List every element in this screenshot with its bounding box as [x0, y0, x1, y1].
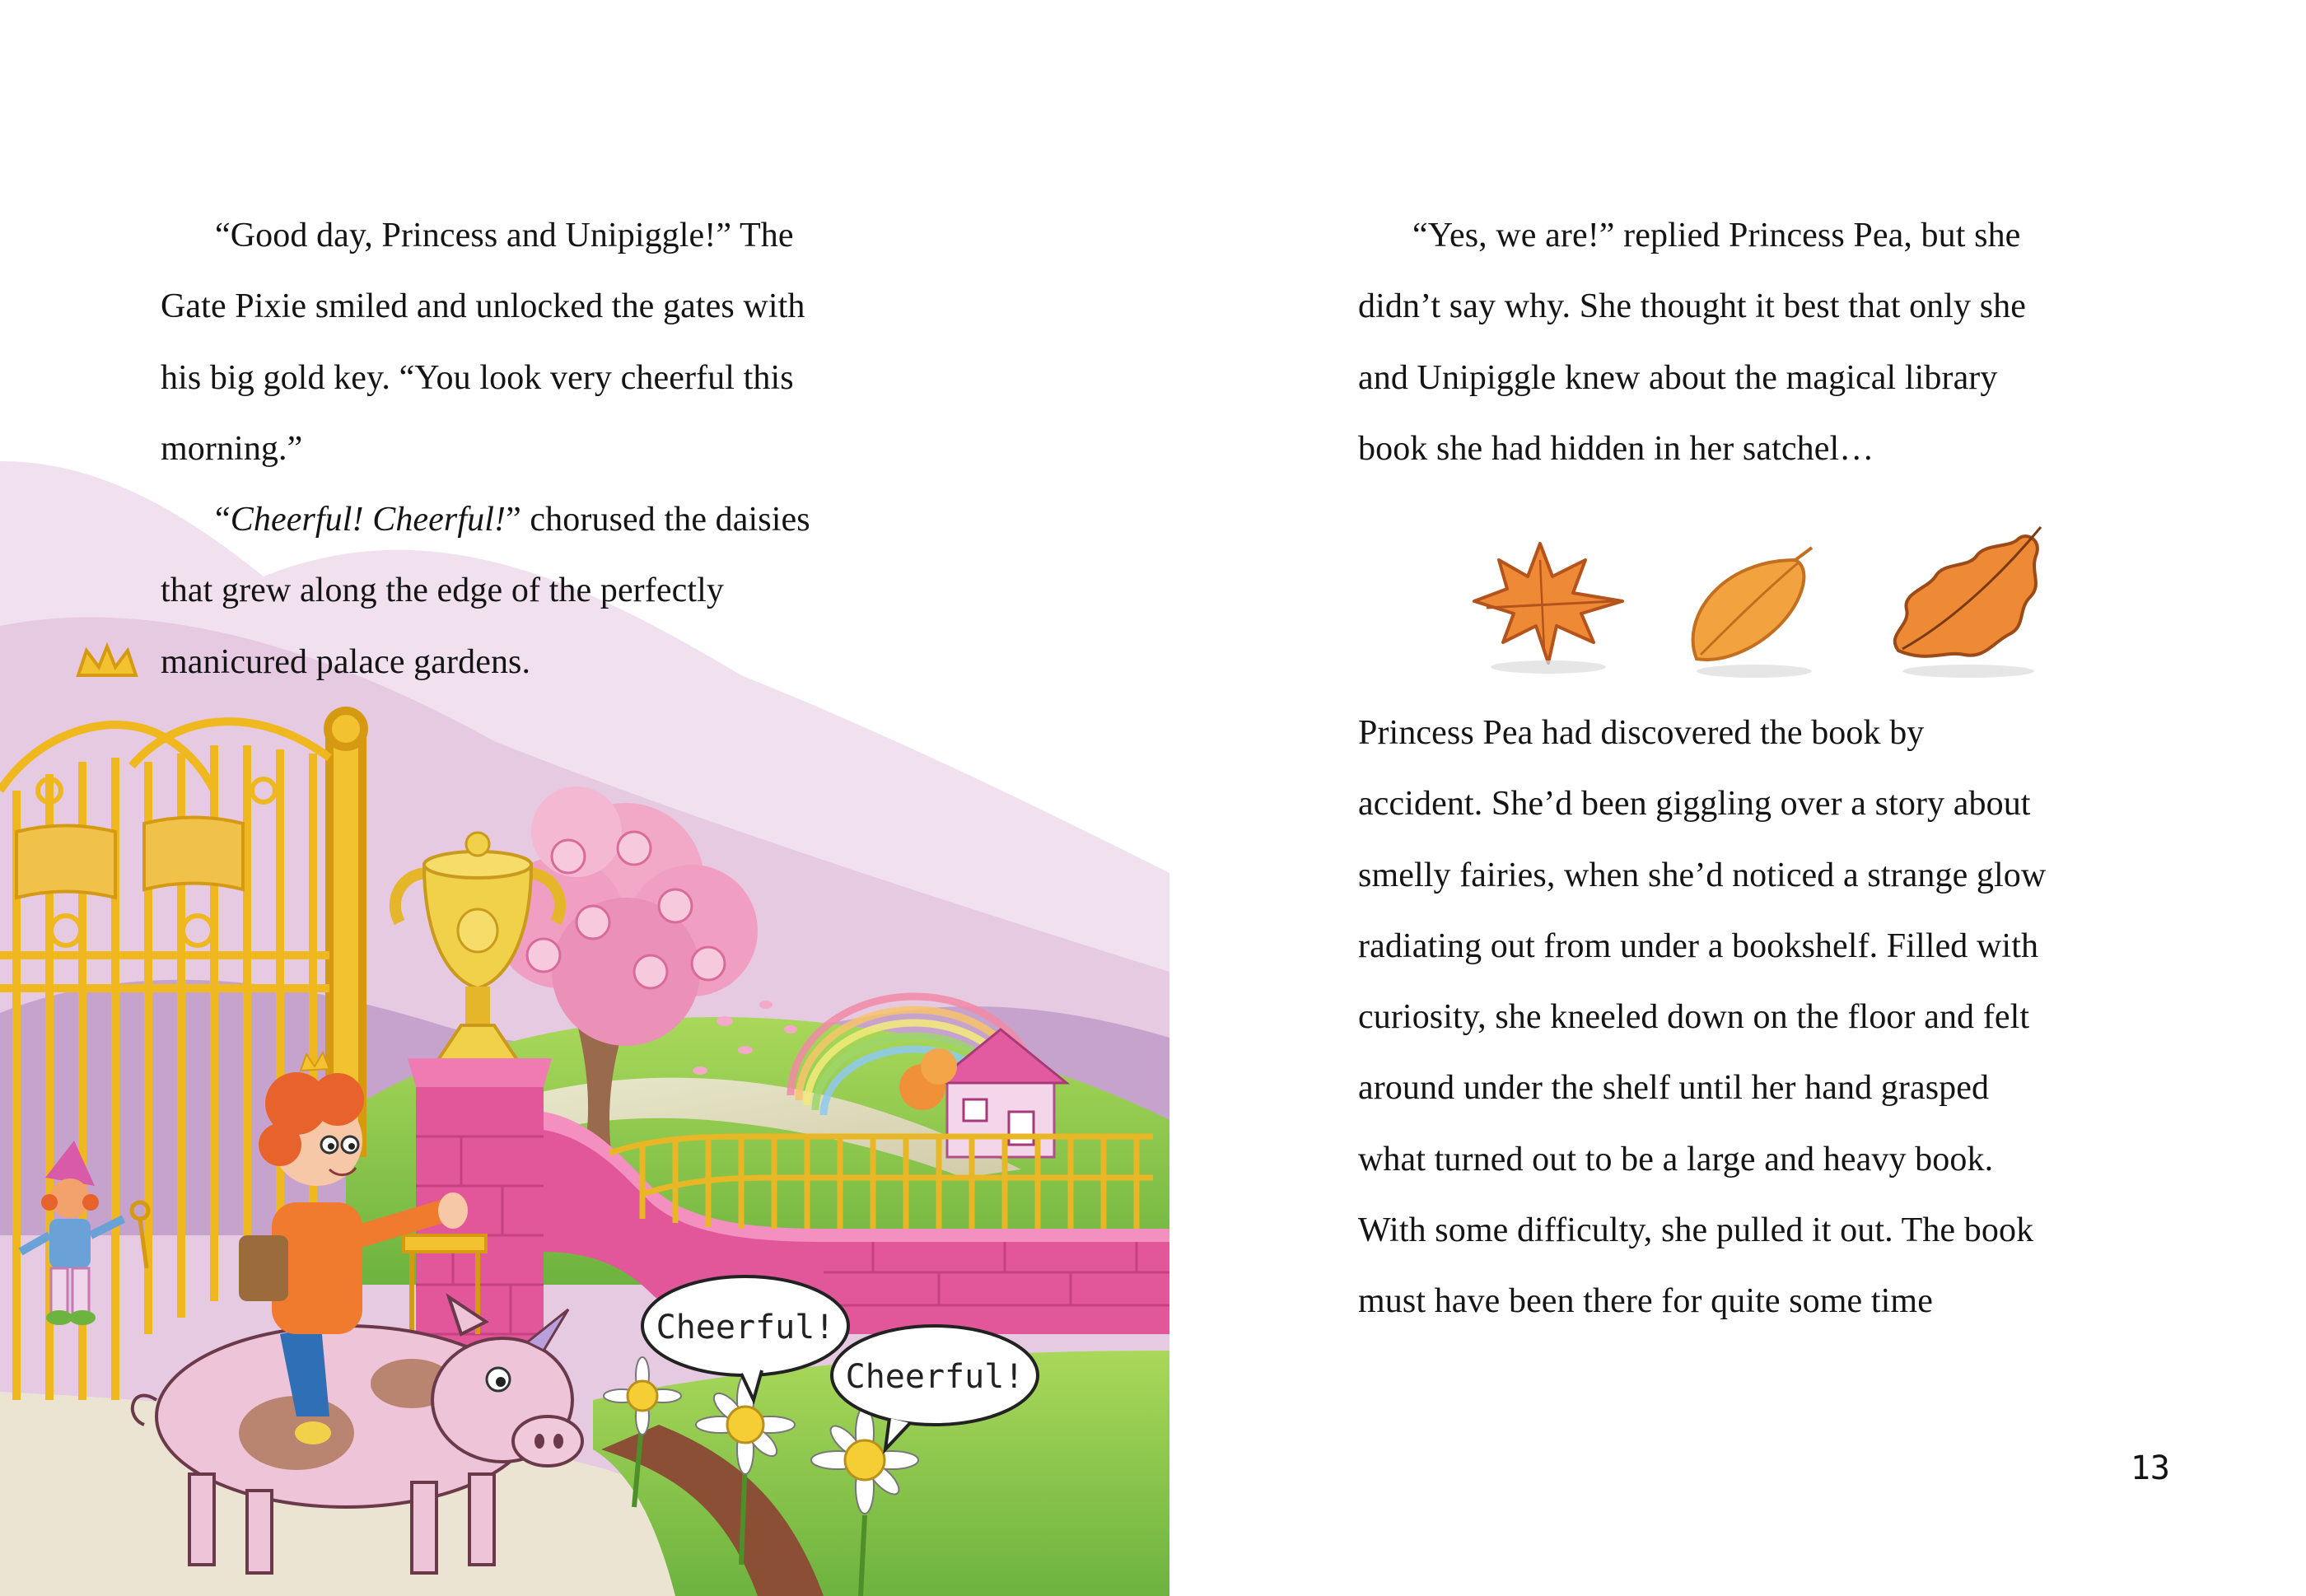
maple-leaf-icon	[1474, 544, 1622, 674]
right-para1-line3: and Unipiggle knew about the magical library	[1358, 358, 1998, 397]
right-para2-line6: around under the shelf until her hand grasped	[1358, 1069, 1990, 1108]
left-para1-line4: morning.”	[161, 429, 303, 468]
oval-leaf-icon	[1693, 548, 1812, 678]
leaf-divider	[1449, 511, 2125, 692]
right-page-para2	[1358, 698, 2182, 1337]
bubble-1-text: Cheerful!	[656, 1309, 835, 1346]
right-para2-line5: curiosity, she kneeled down on the floor and felt	[1358, 998, 2030, 1037]
cheerful-italic: Cheerful! Cheerful!	[230, 501, 506, 539]
left-para2-line2: that grew along the edge of the perfectly	[161, 572, 724, 610]
right-page-para1	[1358, 200, 2182, 484]
right-para2-line4: radiating out from under a bookshelf. Filled with	[1358, 926, 2039, 965]
right-para2-line2: accident. She’d been giggling over a story about	[1358, 785, 2031, 824]
right-para2-line7: what turned out to be a large and heavy book.	[1358, 1140, 1994, 1178]
left-para1-line3: his big gold key. “You look very cheerful this	[161, 358, 794, 397]
right-para2-line8: With some difficulty, she pulled it out. The book	[1358, 1211, 2034, 1250]
right-para1-line2: didn’t say why. She thought it best that only she	[1358, 287, 2027, 326]
page-number: 13	[2130, 1449, 2170, 1487]
left-para2-line1-rest: ” chorused the daisies	[506, 501, 810, 539]
open-quote: “	[215, 501, 231, 539]
bubble-2-text: Cheerful!	[845, 1358, 1025, 1396]
right-para1-line4: book she had hidden in her satchel…	[1358, 429, 1874, 468]
right-para2-line9: must have been there for quite some time	[1358, 1282, 1933, 1321]
left-para2-line1	[161, 484, 951, 555]
right-para2-line3: smelly fairies, when she’d noticed a strange glow	[1358, 856, 2047, 894]
left-para2-line3: manicured palace gardens.	[161, 642, 531, 681]
left-page-text	[161, 200, 951, 698]
left-para1-line2: Gate Pixie smiled and unlocked the gates with	[161, 287, 805, 326]
left-para1-line1: “Good day, Princess and Unipiggle!” The	[215, 217, 794, 254]
right-para1-line1: “Yes, we are!” replied Princess Pea, but she	[1412, 217, 2021, 254]
right-para2-line1: Princess Pea had discovered the book by	[1358, 714, 1925, 752]
oak-leaf-icon	[1895, 527, 2041, 678]
